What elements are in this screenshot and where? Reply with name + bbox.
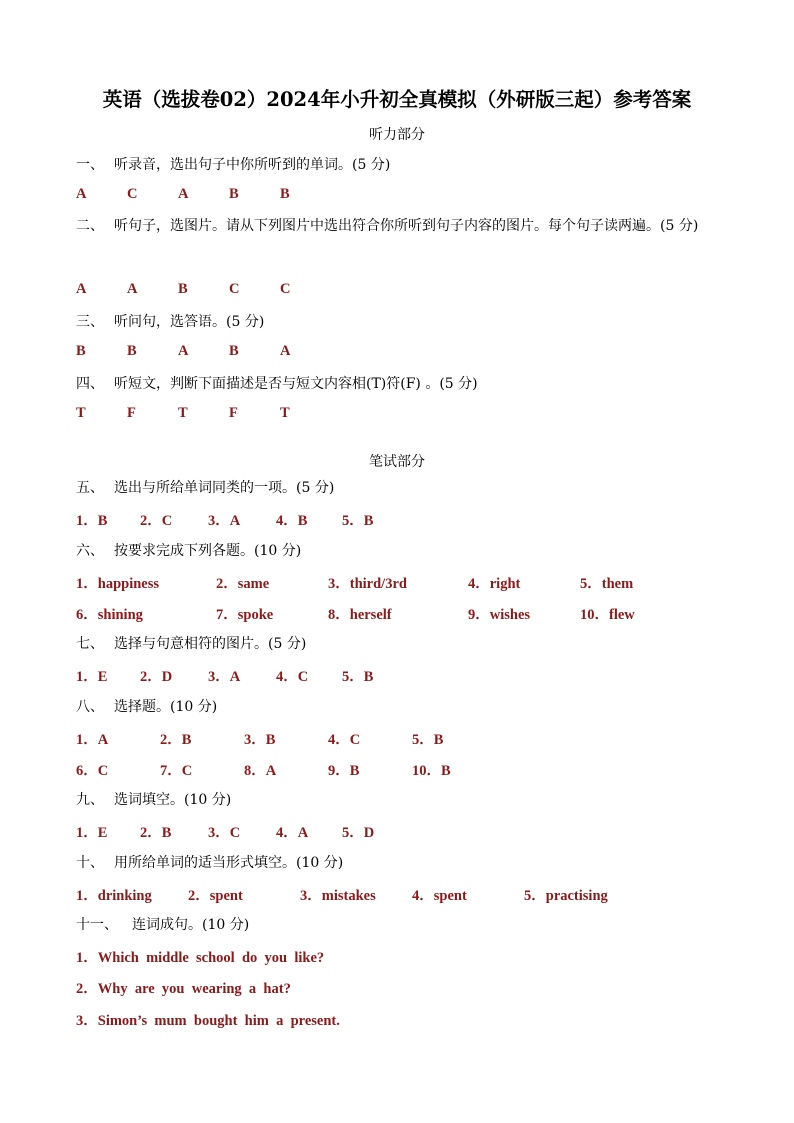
section-number: 二、 — [76, 218, 104, 234]
answer-item: 4．A — [276, 825, 309, 841]
section-number: 四、 — [76, 376, 104, 392]
section-instruction: 听短文，判断下面描述是否与短文内容相(T)符(F) 。(5 分) — [114, 376, 478, 392]
section-instruction: 听问句，选答语。(5 分) — [114, 314, 265, 330]
section-instruction: 听录音，选出句子中你所听到的单词。(5 分) — [114, 157, 391, 173]
answer-item: B — [178, 281, 188, 297]
answer-item: A — [280, 343, 291, 359]
section-instruction: 听句子，选图片。请从下列图片中选出符合你所听到句子内容的图片。每个句子读两遍。(5 分) — [114, 218, 699, 234]
answer-item: 1．B — [76, 513, 108, 529]
answer-item: C — [229, 281, 240, 297]
answer-item: 10．flew — [580, 607, 635, 623]
answer-sentence: 1．Which middle school do you like? — [76, 950, 325, 966]
answer-item: A — [127, 281, 138, 297]
answer-item: A — [76, 281, 87, 297]
section-number: 八、 — [76, 699, 104, 715]
answer-row — [76, 977, 291, 997]
section-number: 五、 — [76, 480, 104, 496]
answer-item: 2．B — [140, 825, 172, 841]
answer-item: F — [229, 405, 238, 421]
answer-item: 5．practising — [524, 888, 608, 904]
section-number: 十一、 — [76, 917, 118, 933]
section-instruction: 选词填空。(10 分) — [114, 792, 232, 808]
section-instruction: 选择与句意相符的图片。(5 分) — [114, 636, 307, 652]
section-heading — [76, 311, 264, 331]
section-number: 九、 — [76, 792, 104, 808]
section-heading — [76, 540, 301, 560]
answer-item: 4．C — [276, 669, 309, 685]
answer-item: 9．wishes — [468, 607, 531, 623]
answer-item: B — [229, 186, 239, 202]
answer-item: B — [127, 343, 137, 359]
section-instruction: 按要求完成下列各题。(10 分) — [114, 543, 302, 559]
answer-item: 5．them — [580, 576, 634, 592]
answer-item: 7．C — [160, 763, 193, 779]
answer-item: 1．happiness — [76, 576, 160, 592]
answer-item: 8．A — [244, 763, 277, 779]
answer-item: 9．B — [328, 763, 360, 779]
answer-item: 6．C — [76, 763, 109, 779]
answer-item: 2．C — [140, 513, 173, 529]
writing-header: 笔试部分 — [369, 454, 425, 470]
answer-item: B — [76, 343, 86, 359]
answer-sentence: 2．Why are you wearing a hat? — [76, 981, 291, 997]
answer-item: T — [76, 405, 86, 421]
answer-item: C — [280, 281, 291, 297]
answer-item: 2．D — [140, 669, 173, 685]
answer-item: F — [127, 405, 136, 421]
answer-row — [76, 946, 325, 966]
answer-item: T — [178, 405, 188, 421]
answer-item: A — [76, 186, 87, 202]
answer-item: 1．E — [76, 825, 108, 841]
section-heading — [76, 211, 716, 242]
answer-item: 1．drinking — [76, 888, 152, 904]
answer-item: 5．B — [342, 669, 374, 685]
section-heading — [76, 789, 231, 809]
answer-item: 10．B — [412, 763, 451, 779]
section-number: 七、 — [76, 636, 104, 652]
answer-item: 6．shining — [76, 607, 143, 623]
answer-item: A — [178, 343, 189, 359]
answer-item: B — [229, 343, 239, 359]
answer-row — [76, 1009, 340, 1029]
section-instruction: 选择题。(10 分) — [114, 699, 218, 715]
answer-item: A — [178, 186, 189, 202]
answer-item: 1．E — [76, 669, 108, 685]
answer-item: 3．B — [244, 732, 276, 748]
answer-item: 3．third/3rd — [328, 576, 407, 592]
answer-item: 5．D — [342, 825, 375, 841]
section-heading — [76, 696, 217, 716]
section-heading — [76, 633, 306, 653]
section-heading — [76, 154, 390, 174]
answer-item: 4．spent — [412, 888, 467, 904]
section-number: 三、 — [76, 314, 104, 330]
answer-item: 3．C — [208, 825, 241, 841]
section-number: 一、 — [76, 157, 104, 173]
answer-sentence: 3．Simon’s mum bought him a present. — [76, 1013, 340, 1029]
section-number: 十、 — [76, 855, 104, 871]
answer-item: 5．B — [342, 513, 374, 529]
section-instruction: 选出与所给单词同类的一项。(5 分) — [114, 480, 335, 496]
answer-item: 3．A — [208, 513, 241, 529]
answer-item: 4．right — [468, 576, 521, 592]
page-title: 英语（选拔卷02）2024年小升初全真模拟（外研版三起）参考答案 — [102, 88, 692, 111]
section-instruction: 连词成句。(10 分) — [132, 917, 250, 933]
answer-item: 7．spoke — [216, 607, 274, 623]
section-heading — [76, 477, 334, 497]
section-heading — [76, 373, 478, 393]
section-heading — [76, 914, 249, 934]
listening-header: 听力部分 — [369, 127, 425, 143]
answer-item: 3．A — [208, 669, 241, 685]
section-heading — [76, 852, 343, 872]
answer-item: 2．B — [160, 732, 192, 748]
answer-item: C — [127, 186, 138, 202]
answer-item: 2．spent — [188, 888, 243, 904]
section-number: 六、 — [76, 543, 104, 559]
answer-item: 5．B — [412, 732, 444, 748]
answer-item: B — [280, 186, 290, 202]
answer-item: 2．same — [216, 576, 270, 592]
answer-item: 4．B — [276, 513, 308, 529]
answer-item: T — [280, 405, 290, 421]
answer-item: 4．C — [328, 732, 361, 748]
answer-item: 1．A — [76, 732, 109, 748]
section-instruction: 用所给单词的适当形式填空。(10 分) — [114, 855, 344, 871]
answer-item: 3．mistakes — [300, 888, 376, 904]
answer-item: 8．herself — [328, 607, 392, 623]
